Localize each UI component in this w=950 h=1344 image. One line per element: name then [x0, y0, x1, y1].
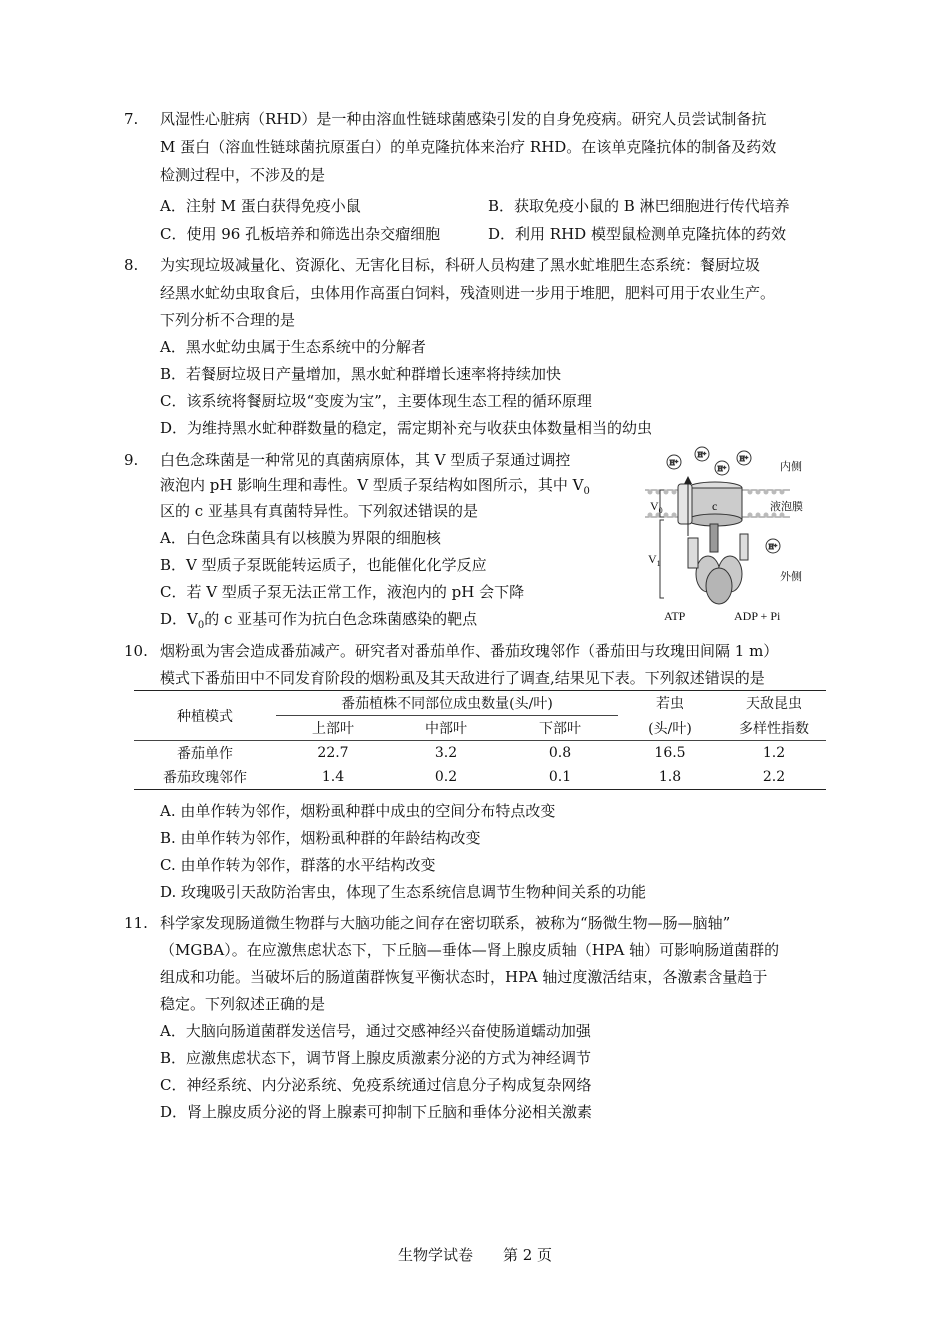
question-7-option-d: D．利用 RHD 模型鼠检测单克隆抗体的药效: [488, 225, 786, 243]
question-7-option-b: B．获取免疫小鼠的 B 淋巴细胞进行传代培养: [488, 197, 790, 215]
question-10-stem-line-2: 模式下番茄田中不同发育阶段的烟粉虱及其天敌进行了调查,结果见下表。下列叙述错误的是: [160, 669, 765, 687]
question-11-stem-line-2: （MGBA）。在应激焦虑状态下，下丘脑—垂体—肾上腺皮质轴（HPA 轴）可影响肠道菌群的: [160, 941, 780, 959]
cell-middle: 3.2: [434, 745, 458, 761]
cell-upper: 22.7: [317, 745, 349, 761]
c-subunit-label: c: [712, 499, 718, 513]
question-8-option-b: B．若餐厨垃圾日产量增加，黑水虻种群增长速率将持续加快: [160, 365, 562, 383]
question-11-option-b: B．应激焦虑状态下，调节肾上腺皮质激素分泌的方式为神经调节: [160, 1049, 592, 1067]
header-nymph-unit: (头/叶): [648, 720, 692, 737]
proton-label-3: H⁺: [717, 465, 727, 473]
adp-label: ADP + Pi: [734, 609, 781, 623]
question-8-stem-line-1: 为实现垃圾减量化、资源化、无害化目标，科研人员构建了黑水虻堆肥生态系统：餐厨垃圾: [160, 256, 761, 274]
table-row: [134, 765, 826, 790]
question-8-stem-line-3: 下列分析不合理的是: [160, 311, 296, 329]
cell-mode: 番茄玫瑰邻作: [163, 770, 247, 786]
header-adult-count: 番茄植株不同部位成虫数量(头/叶): [276, 691, 618, 716]
cell-enemy: 1.2: [762, 745, 786, 761]
question-8-number: 8.: [124, 256, 139, 274]
question-11-option-c: C．神经系统、内分泌系统、免疫系统通过信息分子构成复杂网络: [160, 1076, 592, 1094]
cell-middle: 0.2: [434, 769, 458, 785]
v0-label: $V_0$: [650, 499, 663, 515]
header-planting-mode: 种植模式: [177, 708, 233, 725]
membrane-label: 液泡膜: [770, 500, 803, 513]
question-10-stem-line-1: 烟粉虱为害会造成番茄减产。研究者对番茄单作、番茄玫瑰邻作（番茄田与玫瑰田间隔 1 m）: [160, 642, 779, 660]
cell-lower: 0.8: [548, 745, 572, 761]
question-7-stem-line-1: 风湿性心脏病（RHD）是一种由溶血性链球菌感染引发的自身免疫病。研究人员尝试制备抗: [160, 110, 767, 128]
question-9-number: 9.: [124, 451, 139, 469]
cell-nymph: 16.5: [654, 745, 686, 761]
question-9-option-c: C．若 V 型质子泵无法正常工作，液泡内的 pH 会下降: [160, 583, 525, 601]
question-10-option-b: B. 由单作转为邻作，烟粉虱种群的年龄结构改变: [160, 829, 481, 847]
proton-label-2: H⁺: [697, 451, 707, 459]
question-8-option-d: D．为维持黑水虻种群数量的稳定，需定期补充与收获虫体数量相当的幼虫: [160, 419, 653, 437]
cell-upper: 1.4: [321, 769, 345, 785]
question-11-number: 11.: [124, 914, 148, 932]
header-upper-leaf: 上部叶: [312, 721, 354, 737]
v-type-proton-pump-figure: [640, 446, 820, 626]
header-enemy-diversity-2: 多样性指数: [739, 720, 809, 737]
question-7-stem-line-3: 检测过程中，不涉及的是: [160, 166, 326, 184]
question-9-option-d: D．$V_0$的 c 亚基可作为抗白色念珠菌感染的靶点: [160, 610, 478, 631]
question-8-option-c: C．该系统将餐厨垃圾“变废为宝”，主要体现生态工程的循环原理: [160, 392, 592, 410]
question-9-stem-line-1: 白色念珠菌是一种常见的真菌病原体，其 V 型质子泵通过调控: [160, 451, 571, 469]
table-row: [134, 741, 826, 766]
question-10-option-c: C. 由单作转为邻作，群落的水平结构改变: [160, 856, 436, 874]
question-9-option-b: B．V 型质子泵既能转运质子，也能催化化学反应: [160, 556, 487, 574]
inner-side-label: 内侧: [780, 460, 802, 473]
v1-label: $V_1$: [648, 552, 661, 568]
question-7-option-a: A．注射 M 蛋白获得免疫小鼠: [160, 197, 361, 215]
question-11-stem-line-3: 组成和功能。当破坏后的肠道菌群恢复平衡状态时，HPA 轴过度激活结束，各激素含量趋于: [160, 968, 768, 986]
question-9-option-a: A．白色念珠菌具有以核膜为界限的细胞核: [160, 529, 441, 547]
page-footer: 生物学试卷 第 2 页: [397, 1246, 553, 1264]
header-nymph: 若虫: [656, 696, 684, 713]
header-middle-leaf: 中部叶: [425, 721, 467, 737]
proton-label-5: H⁺: [768, 543, 778, 551]
survey-table: [134, 690, 826, 790]
cell-mode: 番茄单作: [177, 746, 233, 762]
proton-label-4: H⁺: [739, 455, 749, 463]
question-10-option-a: A. 由单作转为邻作，烟粉虱种群中成虫的空间分布特点改变: [160, 802, 556, 820]
cell-nymph: 1.8: [658, 769, 682, 785]
question-11-stem-line-1: 科学家发现肠道微生物群与大脑功能之间存在密切联系，被称为“肠微生物—肠—脑轴”: [160, 914, 731, 932]
proton-label-1: H⁺: [669, 459, 679, 467]
header-lower-leaf: 下部叶: [539, 721, 581, 737]
question-9-stem-line-3: 区的 c 亚基具有真菌特异性。下列叙述错误的是: [160, 502, 478, 520]
question-7-option-c: C．使用 96 孔板培养和筛选出杂交瘤细胞: [160, 225, 441, 243]
question-9-stem-line-2: 液泡内 pH 影响生理和毒性。V 型质子泵结构如图所示，其中 $V_0$: [160, 476, 590, 497]
question-10-option-d: D. 玫瑰吸引天敌防治害虫，体现了生态系统信息调节生物种间关系的功能: [160, 883, 647, 901]
question-8-option-a: A．黑水虻幼虫属于生态系统中的分解者: [160, 338, 426, 356]
question-8-stem-line-2: 经黑水虻幼虫取食后，虫体用作高蛋白饲料，残渣则进一步用于堆肥，肥料可用于农业生产。: [160, 284, 776, 302]
cell-enemy: 2.2: [762, 769, 786, 785]
question-7-number: 7.: [124, 110, 139, 128]
outer-side-label: 外侧: [780, 570, 802, 583]
stalk: [710, 524, 718, 552]
atp-label: ATP: [664, 609, 686, 623]
cell-lower: 0.1: [548, 769, 572, 785]
question-7-stem-line-2: M 蛋白（溶血性链球菌抗原蛋白）的单克隆抗体来治疗 RHD。在该单克隆抗体的制备及药效: [160, 138, 777, 156]
header-enemy-diversity: 天敌昆虫: [746, 696, 802, 713]
question-11-option-a: A．大脑向肠道菌群发送信号，通过交感神经兴奋使肠道蠕动加强: [160, 1022, 591, 1040]
question-10-number: 10.: [124, 642, 148, 660]
question-11-stem-line-4: 稳定。下列叙述正确的是: [160, 995, 326, 1013]
question-11-option-d: D．肾上腺皮质分泌的肾上腺素可抑制下丘脑和垂体分泌相关激素: [160, 1103, 593, 1121]
